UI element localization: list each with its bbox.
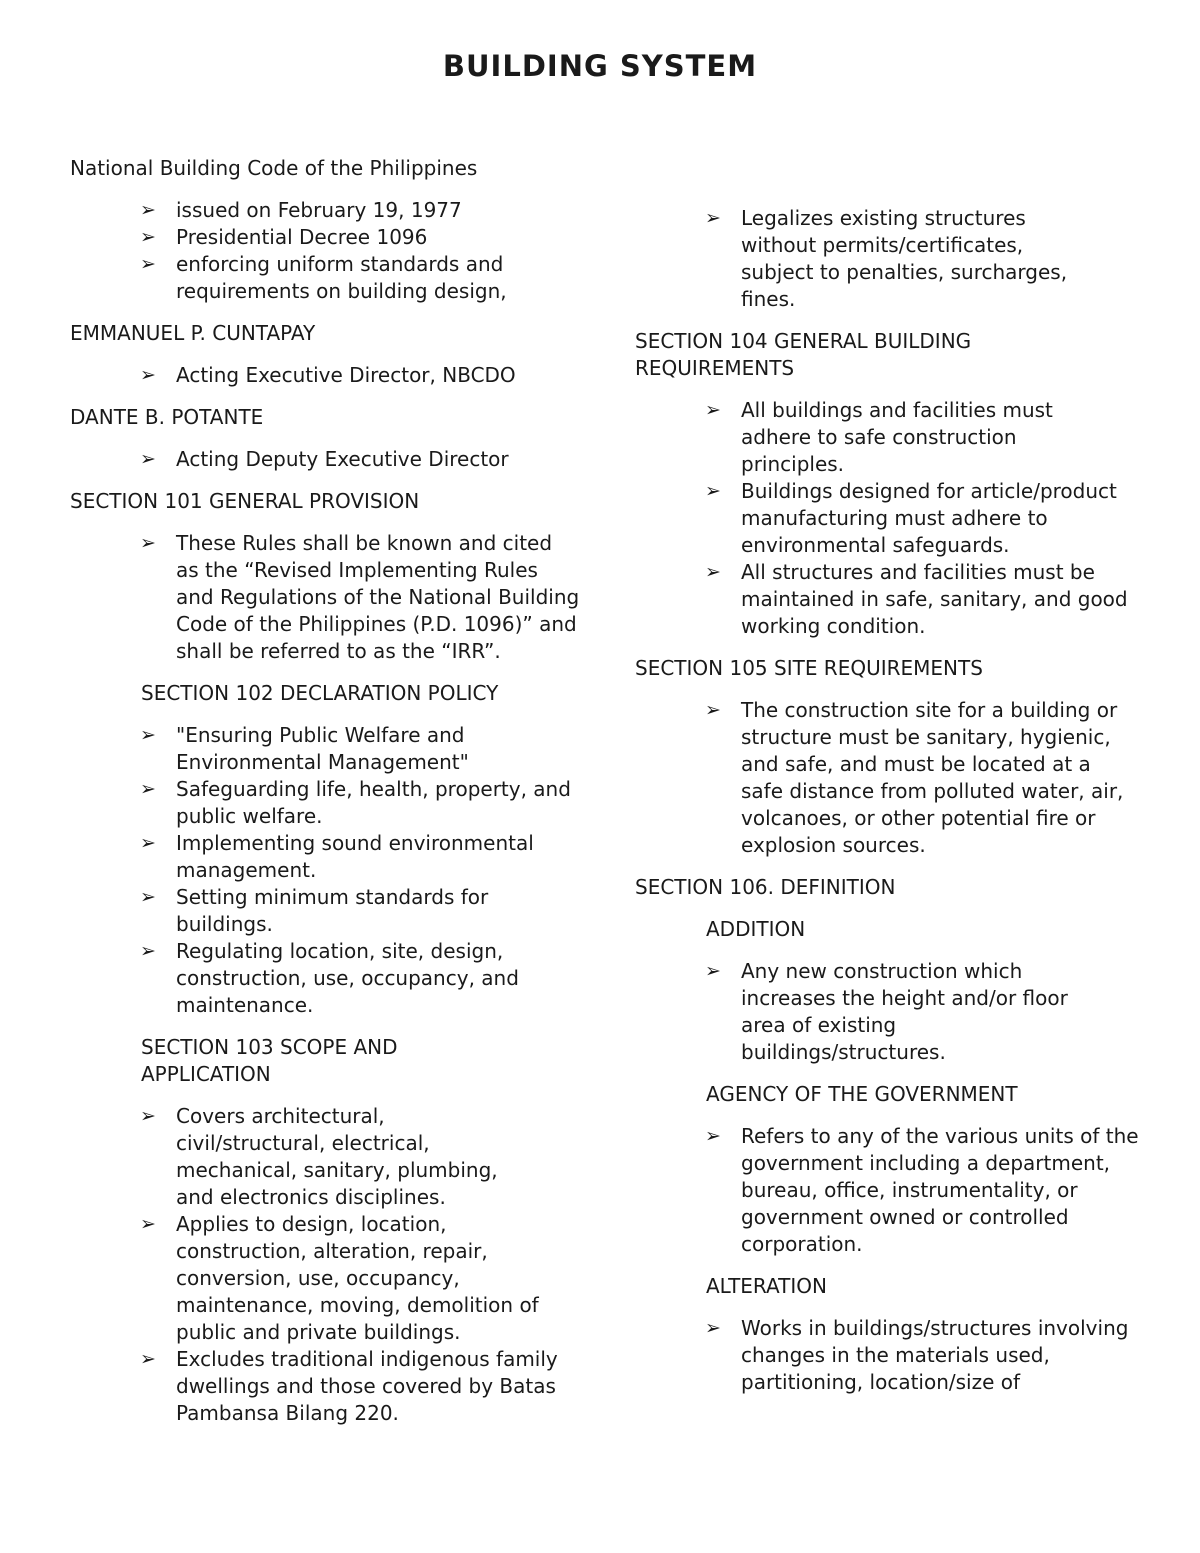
list-item: ➢ Works in buildings/structures involving changes in the materials used, partitioning, location/size of [741,1315,1150,1396]
person1-list [70,362,580,389]
section-101-heading: SECTION 101 GENERAL PROVISION [70,489,420,513]
nbc-list [70,197,580,305]
section-102-heading: SECTION 102 DECLARATION POLICY [141,681,499,705]
section-101-list [70,530,580,665]
term-addition: ADDITION [706,917,806,941]
person2-name: DANTE B. POTANTE [70,405,264,429]
section-102-list [70,722,580,1019]
nbc-heading: National Building Code of the Philippines [70,156,478,180]
person2-list [70,446,580,473]
list-item: ➢ These Rules shall be known and cited as the “Revised Implementing Rules and Regulations of the National Building Code of the Philippines (P.D. 1096)” and shall be referred to as the “IRR”. [176,530,580,665]
page-title: BUILDING SYSTEM [442,49,758,83]
list-item: ➢ Regulating location, site, design, construction, use, occupancy, and maintenance. [176,938,580,1019]
list-item: ➢ "Ensuring Public Welfare and Environmental Management" [176,722,580,776]
list-item: ➢ Covers architectural, civil/structural, electrical, mechanical, sanitary, plumbing, and electronics disciplines. [176,1103,536,1211]
list-item: ➢ Applies to design, location, construction, alteration, repair, conversion, use, occupancy, maintenance, moving, demolition of public and private buildings. [176,1211,556,1346]
section-105-heading: SECTION 105 SITE REQUIREMENTS [635,656,983,680]
list-item: ➢ Acting Executive Director, NBCDO [176,362,580,389]
agency-list [635,1123,1150,1258]
list-item: ➢ issued on February 19, 1977 [176,197,580,224]
section-103-heading: SECTION 103 SCOPE AND APPLICATION [141,1035,398,1086]
left-column [70,155,580,1442]
section-104-heading: SECTION 104 GENERAL BUILDING REQUIREMENTS [635,329,972,380]
list-item: ➢ All structures and facilities must be maintained in safe, sanitary, and good working condition. [741,559,1150,640]
right-column [635,205,1150,1411]
alteration-list [635,1315,1150,1396]
list-item: ➢ Any new construction which increases the height and/or floor area of existing buildings/structures. [741,958,1101,1066]
term-agency: AGENCY OF THE GOVERNMENT [706,1082,1018,1106]
list-item: ➢ Buildings designed for article/product manufacturing must adhere to environmental safeguards. [741,478,1136,559]
list-item: ➢ All buildings and facilities must adhere to safe construction principles. [741,397,1091,478]
list-item: ➢ Legalizes existing structures without permits/certificates, subject to penalties, surcharges, fines. [741,205,1101,313]
list-item: ➢ The construction site for a building or structure must be sanitary, hygienic, and safe, and must be located at a safe distance from polluted water, air, volcanoes, or other potential fire or explosion sources. [741,697,1126,859]
list-item: ➢ Presidential Decree 1096 [176,224,580,251]
section-104-list [635,397,1150,640]
section-105-list [635,697,1150,859]
section-103-continued-list [635,205,1150,313]
section-103-list [70,1103,580,1427]
list-item: ➢ Refers to any of the various units of the government including a department, bureau, office, instrumentality, or government owned or controlled corporation. [741,1123,1150,1258]
person1-name: EMMANUEL P. CUNTAPAY [70,321,316,345]
term-alteration: ALTERATION [706,1274,827,1298]
list-item: ➢ Acting Deputy Executive Director [176,446,580,473]
list-item: ➢ enforcing uniform standards and requirements on building design, [176,251,580,305]
list-item: ➢ Setting minimum standards for buildings. [176,884,580,938]
addition-list [635,958,1150,1066]
list-item: ➢ Safeguarding life, health, property, and public welfare. [176,776,580,830]
list-item: ➢ Implementing sound environmental management. [176,830,580,884]
list-item: ➢ Excludes traditional indigenous family dwellings and those covered by Batas Pambansa Bilang 220. [176,1346,580,1427]
section-106-heading: SECTION 106. DEFINITION [635,875,896,899]
